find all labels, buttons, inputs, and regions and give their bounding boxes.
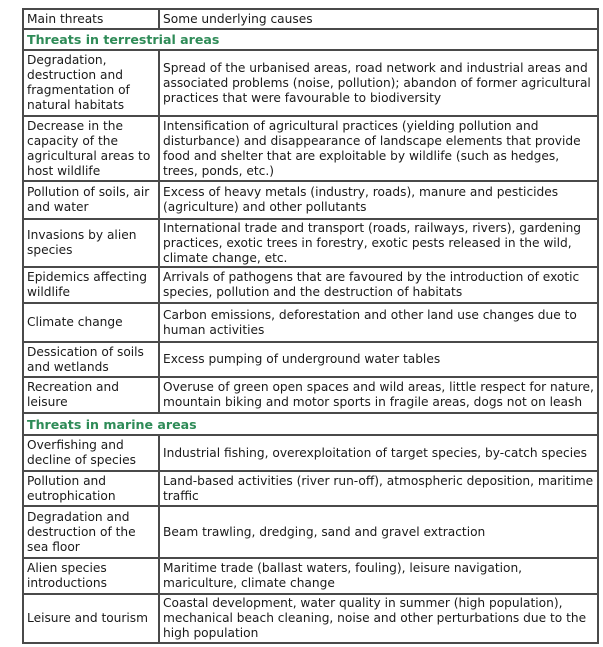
threat-cell: Pollution of soils, air and water — [23, 181, 159, 219]
threat-cell: Pollution and eutrophication — [23, 471, 159, 506]
threat-cell: Decrease in the capacity of the agricultural areas to host wildlife — [23, 116, 159, 181]
cause-cell: Spread of the urbanised areas, road network and industrial areas and associated problems (noise, pollution); abandon of former agricultural practices that were favourable to biodiversity — [159, 50, 598, 116]
table-row — [23, 303, 598, 342]
table-row — [23, 377, 598, 413]
threat-cell: Climate change — [23, 303, 159, 342]
table-row — [23, 594, 598, 643]
table-row — [23, 50, 598, 116]
table-row — [23, 471, 598, 506]
cause-cell: Arrivals of pathogens that are favoured by the introduction of exotic species, pollution and the destruction of habitats — [159, 267, 598, 303]
table-row — [23, 342, 598, 377]
section-title-marine: Threats in marine areas — [23, 413, 598, 435]
cause-cell: Intensification of agricultural practices (yielding pollution and disturbance) and disappearance of landscape elements that provide food and shelter that are exploitable by wildlife (such as hedges, trees, ponds, etc.) — [159, 116, 598, 181]
cause-cell: Carbon emissions, deforestation and other land use changes due to human activities — [159, 303, 598, 342]
table-row — [23, 116, 598, 181]
table-row — [23, 506, 598, 558]
table-row — [23, 181, 598, 219]
cause-cell: International trade and transport (roads, railways, rivers), gardening practices, exotic trees in forestry, exotic pests released in the wild, climate change, etc. — [159, 219, 598, 267]
cause-cell: Land-based activities (river run-off), atmospheric deposition, maritime traffic — [159, 471, 598, 506]
section-row-marine — [23, 413, 598, 435]
threat-cell: Alien species introductions — [23, 558, 159, 594]
section-title-terrestrial: Threats in terrestrial areas — [23, 29, 598, 50]
threats-table — [22, 8, 599, 644]
threat-cell: Degradation, destruction and fragmentation of natural habitats — [23, 50, 159, 116]
threat-cell: Overfishing and decline of species — [23, 435, 159, 471]
threat-cell: Degradation and destruction of the sea floor — [23, 506, 159, 558]
cause-cell: Maritime trade (ballast waters, fouling), leisure navigation, mariculture, climate change — [159, 558, 598, 594]
header-underlying-causes: Some underlying causes — [159, 9, 598, 29]
threat-cell: Recreation and leisure — [23, 377, 159, 413]
cause-cell: Industrial fishing, overexploitation of target species, by-catch species — [159, 435, 598, 471]
table-row — [23, 435, 598, 471]
table-row — [23, 558, 598, 594]
cause-cell: Beam trawling, dredging, sand and gravel extraction — [159, 506, 598, 558]
threat-cell: Epidemics affecting wildlife — [23, 267, 159, 303]
threat-cell: Leisure and tourism — [23, 594, 159, 643]
table-row — [23, 267, 598, 303]
header-row — [23, 9, 598, 29]
threat-cell: Invasions by alien species — [23, 219, 159, 267]
cause-cell: Excess pumping of underground water tables — [159, 342, 598, 377]
table-row — [23, 219, 598, 267]
section-row-terrestrial — [23, 29, 598, 50]
threat-cell: Dessication of soils and wetlands — [23, 342, 159, 377]
cause-cell: Coastal development, water quality in summer (high population), mechanical beach cleaning, noise and other perturbations due to the high population — [159, 594, 598, 643]
cause-cell: Excess of heavy metals (industry, roads), manure and pesticides (agriculture) and other pollutants — [159, 181, 598, 219]
cause-cell: Overuse of green open spaces and wild areas, little respect for nature, mountain biking and motor sports in fragile areas, dogs not on leash — [159, 377, 598, 413]
header-main-threats: Main threats — [23, 9, 159, 29]
